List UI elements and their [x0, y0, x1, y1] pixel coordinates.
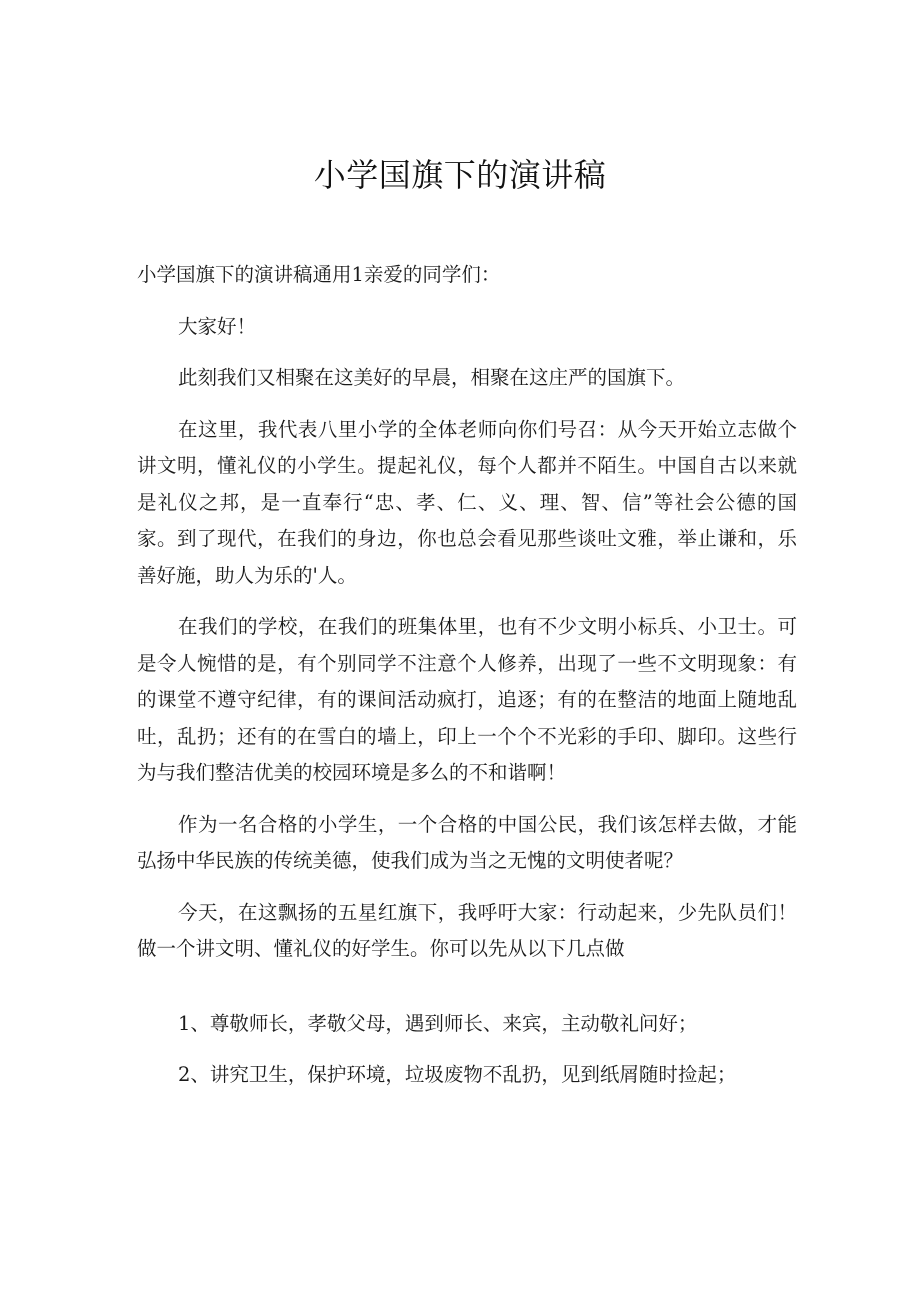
paragraph-gathering: 此刻我们又相聚在这美好的早晨，相聚在这庄严的国旗下。 [178, 366, 686, 389]
paragraph-greeting: 小学国旗下的演讲稿通用1亲爱的同学们： [137, 263, 501, 286]
paragraph-call-to-etiquette: 在这里，我代表八里小学的全体老师向你们号召：从今天开始立志做个讲文明，懂礼仪的小学生。提起礼仪，每个人都并不陌生。中国自古以来就是礼仪之邦，是一直奉行“忠、孝、仁、义、理、智、信”等社会公德的国家。到了现代，在我们的身边，你也总会看见那些谈吐文雅，举止谦和，乐善好施，助人为乐的'人。 [137, 417, 797, 587]
document-title: 小学国旗下的演讲稿 [313, 156, 607, 194]
document-body [137, 257, 797, 1094]
paragraph-question: 作为一名合格的小学生，一个合格的中国公民，我们该怎样去做，才能弘扬中华民族的传统美德，使我们成为当之无愧的文明使者呢？ [137, 812, 797, 872]
list-item: 1、尊敬师长，孝敬父母，遇到师长、来宾，主动敬礼问好； [178, 1011, 698, 1035]
paragraph-hello: 大家好！ [178, 314, 257, 338]
list-item: 2、讲究卫生，保护环境，垃圾废物不乱扔，见到纸屑随时捡起； [178, 1063, 737, 1086]
paragraph-uncivil-behavior: 在我们的学校，在我们的班集体里，也有不少文明小标兵、小卫士。可是令人惋惜的是，有个别同学不注意个人修养，出现了一些不文明现象：有的课堂不遵守纪律，有的课间活动疯打，追逐；有的在整洁的地面上随地乱吐，乱扔；还有的在雪白的墙上，印上一个个不光彩的手印、脚印。这些行为与我们整洁优美的校园环境是多么的不和谐啊！ [137, 615, 797, 784]
paragraph-appeal: 今天，在这飘扬的五星红旗下，我呼吁大家：行动起来，少先队员们！做一个讲文明、懂礼仪的好学生。你可以先从以下几点做 [137, 900, 797, 960]
